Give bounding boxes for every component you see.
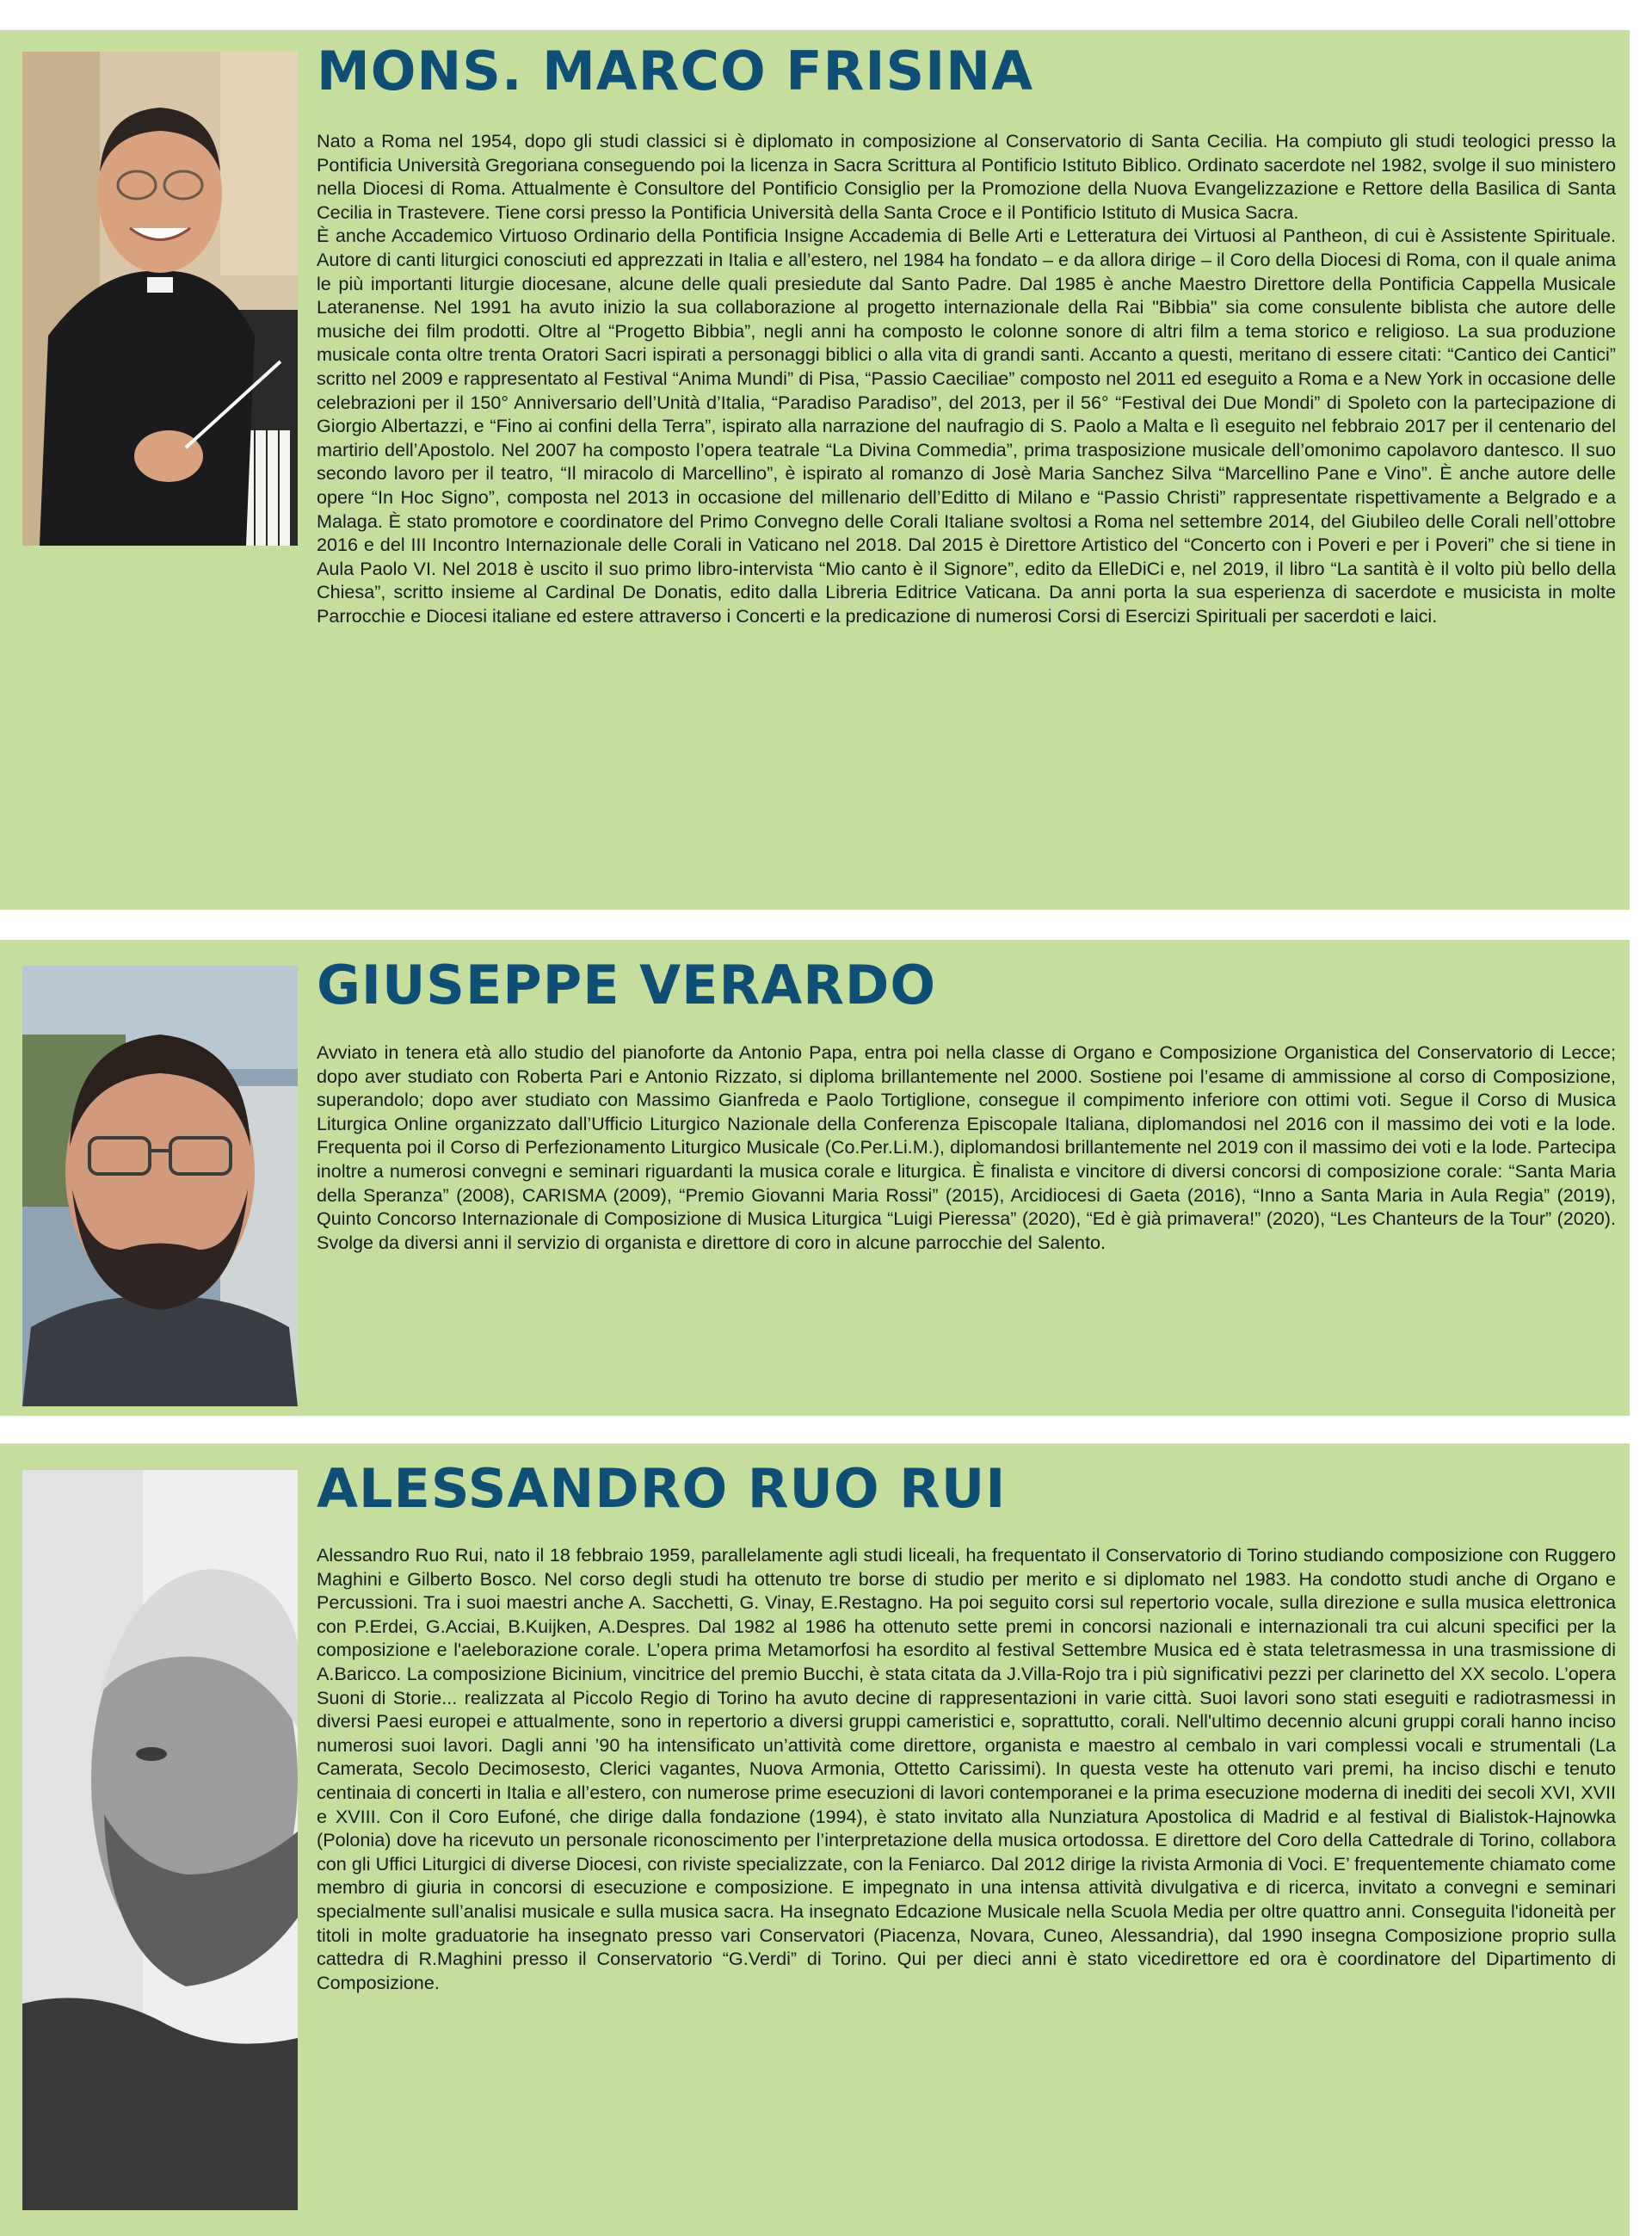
portrait-photo-verardo: [22, 966, 298, 1406]
bio-panel-ruo-rui: [0, 1443, 1630, 2236]
portrait-photo-ruo-rui: [22, 1470, 298, 2210]
bio-panel-frisina: [0, 30, 1630, 910]
biography-text: Alessandro Ruo Rui, nato il 18 febbraio 1959, parallelamente agli studi liceali, ha frequentato il Conservatorio di Torino studiando composizione con Ruggero Maghini e Gilberto Bosco. Nel corso degli studi ha ottenuto tre borse di studio per merito e si diplomato nel 1983. Ha condotto studi anche di Organo e Percussioni. Tra i suoi maestri anche A. Sacchetti, G. Vinay, E.Restagno. Ha poi seguito corsi sul repertorio vocale, sulla direzione e sulla musica elettronica con P.Erdei, G.Acciai, B.Kuijken, A.Despres. Dal 1982 al 1986 ha ottenuto sette premi in concorsi nazionali e internazionali tra cui alcuni specifici per la composizione e l'aeleborazione corale. L’opera prima Metamorfosi ha esordito al festival Settembre Musica ed è stata teletrasmessa in una trasmissione di A.Baricco. La composizione Bicinium, vincitrice del premio Bucchi, è stata citata da J.Villa-Rojo tra i più significativi pezzi per clarinetto del XX secolo. L’opera Suoni di Storie... realizzata al Piccolo Regio di Torino ha avuto decine di rappresentazioni in varie città. Suoi lavori sono stati eseguiti e radiotrasmessi in diversi Paesi europei e attualmente, sono in repertorio a diversi gruppi cameristici e, soprattutto, corali. Nell'ultimo decennio alcuni gruppi corali hanno inciso numerosi suoi lavori. Dagli anni ’90 ha intensificato un’attività come direttore, organista e maestro al cembalo in vari complessi vocali e strumentali (La Camerata, Secolo Decimosesto, Clerici vagantes, Nuova Armonia, Ottetto Carissimi). In questa veste ha ottenuto vari premi, ha inciso dischi e tenuto centinaia di concerti in Italia e all’estero, con numerose prime esecuzioni di lavori contemporanei e la prima esecuzione moderna di inediti dei secoli XVI, XVII e XVIII. Con il Coro Eufoné, che dirige dalla fondazione (1994), è stato invitato alla Nunziatura Apostolica di Madrid e al festival di Bialistok-Hajnowka (Polonia) dove ha ricevuto un personale riconoscimento per l’interpretazione della musica ortodossa. E direttore del Coro della Cattedrale di Torino, collabora con gli Uffici Liturgici di diverse Diocesi, con riviste specializzate, con la Feniarco. Dal 2012 dirige la rivista Armonia di Voci. E’ frequentemente chiamato come membro di giuria in concorsi di esecuzione e composizione. E impegnato in una intensa attività divulgativa e di ricerca, invitato a convegni e seminari specialmente sull’analisi musicale e sulla musica sacra. Ha insegnato Edcazione Musicale nella Scuola Media per oltre quattro anni. Conseguita l'idoneità per titoli in molte graduatorie ha insegnato presso vari Conservatori (Piacenza, Novara, Cuneo, Alessandria), dal 1990 insegna Composizione proprio sulla cattedra di R.Maghini presso il Conservatorio “G.Verdi” di Torino. Qui per dieci anni è stato vicedirettore ed ora è coordinatore del Dipartimento di Composizione.: [317, 1544, 1616, 1993]
biography-text: Nato a Roma nel 1954, dopo gli studi classici si è diplomato in composizione al Conservatorio di Santa Cecilia. Ha compiuto gli studi teologici presso la Pontificia Università Gregoriana conseguendo poi la licenza in Sacra Scrittura al Pontificio Istituto Biblico. Ordinato sacerdote nel 1982, svolge il suo ministero nella Diocesi di Roma. Attualmente è Consultore del Pontificio Consiglio per la Promozione della Nuova Evangelizzazione e Rettore della Basilica di Santa Cecilia in Trastevere. Tiene corsi presso la Pontificia Università della Santa Croce e il Pontificio Istituto di Musica Sacra. È anche Accademico Virtuoso Ordinario della Pontificia Insigne Accademia di Belle Arti e Letteratura dei Virtuosi al Pantheon, di cui è Assistente Spirituale. Autore di canti liturgici conosciuti ed apprezzati in Italia e all’estero, nel 1984 ha fondato – e da allora dirige – il Coro della Diocesi di Roma, con il quale anima le più importanti liturgie diocesane, alcune delle quali presiedute dal Santo Padre. Dal 1985 è anche Maestro Direttore della Pontificia Cappella Musicale Lateranense. Nel 1991 ha avuto inizio la sua collaborazione al progetto internazionale della Rai "Bibbia" sia come consulente biblista che autore delle musiche dei film prodotti. Oltre al “Progetto Bibbia”, negli anni ha composto le colonne sonore di altri film a tema storico e religioso. La sua produzione musicale conta oltre trenta Oratori Sacri ispirati a personaggi biblici o alla vita di grandi santi. Accanto a questi, meritano di essere citati: “Cantico dei Cantici” scritto nel 2009 e rappresentato al Festival “Anima Mundi” di Pisa, “Passio Caeciliae” composto nel 2011 ed eseguito a Roma e a New York in occasione delle celebrazioni per il 150° Anniversario dell’Unità d’Italia, “Paradiso Paradiso”, del 2013, per il 56° “Festival dei Due Mondi” di Spoleto con la partecipazione di Giorgio Albertazzi, e “Fino ai confini della Terra”, ispirato alla narrazione del naufragio di S. Paolo a Malta e lì eseguito nel febbraio 2017 per il centenario del martirio dell’Apostolo. Nel 2007 ha composto l’opera teatrale “La Divina Commedia”, prima trasposizione musicale dell’omonimo capolavoro dantesco. Il suo secondo lavoro per il teatro, “Il miracolo di Marcellino”, è ispirato al romanzo di Josè Maria Sanchez Silva “Marcellino Pane e Vino”. È anche autore delle opere “In Hoc Signo”, composta nel 2013 in occasione del millenario dell’Editto di Milano e “Passio Christi” rappresentate rispettivamente a Belgrado e a Malaga. È stato promotore e coordinatore del Primo Convegno delle Corali Italiane svoltosi a Roma nel settembre 2014, del Giubileo delle Corali nell’ottobre 2016 e del III Incontro Internazionale delle Corali in Vaticano nel 2018. Dal 2015 è Direttore Artistico del “Concerto con i Poveri e per i Poveri” che si tiene in Aula Paolo VI. Nel 2018 è uscito il suo primo libro-intervista “Mio canto è il Signore”, edito da ElleDiCi e, nel 2019, il libro “La santità è il volto più bello della Chiesa”, scritto insieme al Cardinal De Donatis, edito dalla Libreria Editrice Vaticana. Da anni porta la sua esperienza di sacerdote e musicista in molte Parrocchie e Diocesi italiane ed estere attraverso i Concerti e la predicazione di numerosi Corsi di Esercizi Spirituali per sacerdoti e laici.: [317, 130, 1616, 627]
portrait-photo-frisina: [22, 52, 298, 546]
biography-text: Avviato in tenera età allo studio del pianoforte da Antonio Papa, entra poi nella classe di Organo e Composizione Organistica del Conservatorio di Lecce; dopo aver studiato con Roberta Pari e Antonio Rizzato, si diploma brillantemente nel 2000. Sostiene poi l’esame di ammissione al corso di Composizione, superandolo; dopo aver studiato con Massimo Gianfreda e Paolo Tortiglione, consegue il compimento inferiore con ottimi voti. Segue il Corso di Musica Liturgica Online organizzato dall’Ufficio Liturgico Nazionale della Conferenza Episcopale Italiana, diplomandosi nel 2016 con il massimo dei voti e la lode. Frequenta poi il Corso di Perfezionamento Liturgico Musicale (Co.Per.Li.M.), diplomandosi brillantemente nel 2019 con il massimo dei voti e la lode. Partecipa inoltre a numerosi convegni e seminari riguardanti la musica corale e liturgica. È finalista e vincitore di diversi concorsi di composizione corale: “Santa Maria della Speranza” (2008), CARISMA (2009), “Premio Giovanni Maria Rossi” (2015), Arcidiocesi di Gaeta (2016), “Inno a Santa Maria in Aula Regia” (2019), Quinto Concorso Internazionale di Composizione di Musica Liturgica “Luigi Pieressa” (2020), “Ed è già primavera!” (2020), “Les Chanteurs de la Tour” (2020). Svolge da diversi anni il servizio di organista e direttore di coro in alcune parrocchie del Salento.: [317, 1041, 1616, 1253]
bio-panel-verardo: [0, 940, 1630, 1416]
section-name: ALESSANDRO RUO RUI: [317, 1457, 1007, 1520]
section-name: MONS. MARCO FRISINA: [317, 40, 1034, 102]
section-name: GIUSEPPE VERARDO: [317, 954, 937, 1016]
